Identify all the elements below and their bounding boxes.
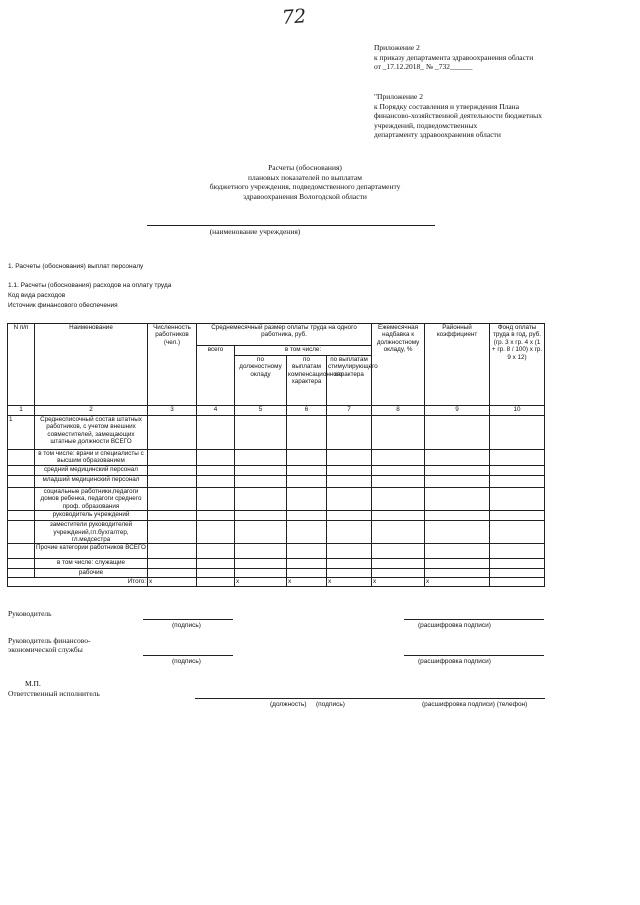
row-name: заместители руководителей учреждений,гл.бухгалтер, гл.медсестра bbox=[35, 521, 148, 544]
cell bbox=[425, 450, 490, 466]
row-number bbox=[8, 476, 35, 488]
transcript-caption: (расшифровка подписи) bbox=[418, 622, 491, 629]
signature-caption: (подпись) bbox=[172, 622, 201, 629]
cell bbox=[425, 569, 490, 578]
column-number: 3 bbox=[148, 406, 197, 416]
x-cell: x bbox=[148, 578, 197, 587]
cell bbox=[327, 416, 372, 450]
cell bbox=[372, 559, 425, 569]
transcript-line bbox=[404, 655, 544, 656]
expense-code-label: Код вида расходов bbox=[8, 292, 66, 299]
header-monthly-bonus: Ежемесячная надбавка к должностному окладу, % bbox=[372, 324, 425, 406]
column-number: 1 bbox=[8, 406, 35, 416]
row-number: 1 bbox=[8, 416, 35, 450]
cell bbox=[235, 544, 287, 559]
cell bbox=[327, 466, 372, 476]
signature-caption: (подпись) bbox=[172, 658, 201, 665]
row-name: средний медицинский персонал bbox=[35, 466, 148, 476]
cell bbox=[372, 521, 425, 544]
row-name: в том числе: служащие bbox=[35, 559, 148, 569]
cell bbox=[148, 559, 197, 569]
cell bbox=[197, 466, 235, 476]
cell bbox=[287, 488, 327, 511]
appendix-order-reference bbox=[374, 43, 584, 72]
cell bbox=[287, 569, 327, 578]
cell bbox=[490, 578, 545, 587]
header-regional: Районный коэффициент bbox=[425, 324, 490, 406]
cell bbox=[197, 544, 235, 559]
transcript-phone-caption: (расшифровка подписи) (телефон) bbox=[422, 701, 528, 708]
table-row bbox=[8, 544, 545, 559]
cell bbox=[425, 476, 490, 488]
head-label: Руководитель bbox=[8, 609, 52, 618]
cell bbox=[490, 416, 545, 450]
page-number: 72 bbox=[281, 5, 307, 29]
table-row bbox=[8, 476, 545, 488]
cell bbox=[148, 450, 197, 466]
header-staff: Численность работников (чел.) bbox=[148, 324, 197, 406]
row-name: руководитель учреждений bbox=[35, 511, 148, 521]
cell bbox=[425, 559, 490, 569]
stamp-label: М.П. bbox=[25, 679, 41, 688]
cell bbox=[197, 578, 235, 587]
row-name: в том числе: врачи и специалисты с высшим образованием bbox=[35, 450, 148, 466]
cell bbox=[148, 511, 197, 521]
title-line: здравоохранения Вологодской области bbox=[243, 191, 367, 201]
row-number bbox=[8, 544, 35, 559]
cell bbox=[327, 488, 372, 511]
header-including: в том числе: bbox=[235, 346, 372, 356]
finance-head-label bbox=[8, 636, 90, 654]
column-number: 7 bbox=[327, 406, 372, 416]
cell bbox=[235, 511, 287, 521]
appendix-line: "Приложение 2 bbox=[374, 92, 423, 101]
table-row bbox=[8, 559, 545, 569]
total-row bbox=[8, 578, 545, 587]
finance-head-line: экономической службы bbox=[8, 645, 83, 654]
x-cell: x bbox=[425, 578, 490, 587]
x-cell: x bbox=[372, 578, 425, 587]
cell bbox=[148, 544, 197, 559]
column-number-row bbox=[8, 406, 545, 416]
cell bbox=[372, 466, 425, 476]
cell bbox=[287, 521, 327, 544]
cell bbox=[197, 521, 235, 544]
transcript-caption: (расшифровка подписи) bbox=[418, 658, 491, 665]
cell bbox=[425, 416, 490, 450]
row-name: рабочие bbox=[35, 569, 148, 578]
cell bbox=[148, 521, 197, 544]
appendix-line: департаменту здравоохранения области bbox=[374, 130, 501, 139]
signature-line bbox=[143, 619, 233, 620]
x-cell: x bbox=[327, 578, 372, 587]
header-by-position: по должностному окладу bbox=[235, 356, 287, 406]
appendix-line: финансово-хозяйственной деятельности бюджетных bbox=[374, 111, 542, 120]
signature-line bbox=[143, 655, 233, 656]
transcript-line bbox=[404, 619, 544, 620]
row-number bbox=[8, 466, 35, 476]
cell bbox=[235, 521, 287, 544]
row-name: Среднесписочный состав штатных работников, с учетом внешних совместителей, замещающих штатные должности ВСЕГО bbox=[35, 416, 148, 450]
cell bbox=[197, 511, 235, 521]
cell bbox=[235, 569, 287, 578]
row-name: младший медицинский персонал bbox=[35, 476, 148, 488]
cell bbox=[235, 476, 287, 488]
cell bbox=[197, 488, 235, 511]
cell bbox=[235, 466, 287, 476]
cell bbox=[372, 416, 425, 450]
cell bbox=[372, 450, 425, 466]
row-name: социальные работники,педагоги домов ребенка, педагоги среднего проф. образования bbox=[35, 488, 148, 511]
title-line: Расчеты (обоснования) bbox=[268, 163, 342, 172]
cell bbox=[197, 416, 235, 450]
cell bbox=[235, 559, 287, 569]
document-title bbox=[180, 163, 430, 201]
x-cell: x bbox=[235, 578, 287, 587]
column-number: 6 bbox=[287, 406, 327, 416]
header-compensation: по выплатам компенсационного характера bbox=[287, 356, 327, 406]
table-row bbox=[8, 511, 545, 521]
cell bbox=[235, 416, 287, 450]
cell bbox=[287, 544, 327, 559]
cell bbox=[327, 521, 372, 544]
cell bbox=[327, 511, 372, 521]
cell bbox=[148, 416, 197, 450]
cell bbox=[197, 559, 235, 569]
cell bbox=[372, 476, 425, 488]
section-1-1-heading: 1.1. Расчеты (обоснования) расходов на оплату труда bbox=[8, 282, 172, 289]
cell bbox=[490, 450, 545, 466]
cell bbox=[197, 569, 235, 578]
cell bbox=[490, 521, 545, 544]
cell bbox=[327, 476, 372, 488]
cell bbox=[287, 559, 327, 569]
table-row bbox=[8, 416, 545, 450]
header-incentive: по выплатам стимулирующего характера bbox=[327, 356, 372, 406]
cell bbox=[148, 569, 197, 578]
column-number: 5 bbox=[235, 406, 287, 416]
institution-caption: (наименование учреждения) bbox=[209, 227, 301, 236]
cell bbox=[327, 544, 372, 559]
appendix-line: учреждений, подведомственных bbox=[374, 120, 478, 130]
appendix-procedure-reference bbox=[374, 92, 589, 140]
title-line: плановых показателей по выплатам bbox=[248, 172, 362, 182]
appendix-line: Приложение 2 bbox=[374, 43, 420, 52]
cell bbox=[372, 544, 425, 559]
cell bbox=[287, 511, 327, 521]
row-number bbox=[8, 521, 35, 544]
funding-source-label: Источник финансового обеспечения bbox=[8, 302, 118, 309]
cell bbox=[490, 488, 545, 511]
cell bbox=[327, 569, 372, 578]
cell bbox=[425, 488, 490, 511]
column-number: 8 bbox=[372, 406, 425, 416]
finance-head-line: Руководитель финансово- bbox=[8, 636, 91, 645]
column-number: 9 bbox=[425, 406, 490, 416]
table-row bbox=[8, 488, 545, 511]
position-caption: (должность) bbox=[270, 701, 307, 708]
cell bbox=[148, 466, 197, 476]
appendix-line: к Порядку составления и утверждения Плана bbox=[374, 101, 520, 111]
row-number bbox=[8, 569, 35, 578]
cell bbox=[490, 476, 545, 488]
row-number bbox=[8, 488, 35, 511]
cell bbox=[148, 488, 197, 511]
row-number bbox=[8, 511, 35, 521]
appendix-line: от _17.12.2018_ № _732______ bbox=[374, 62, 473, 71]
title-line: бюджетного учреждения, подведомственного департаменту bbox=[209, 182, 401, 191]
total-label: Итого: bbox=[8, 578, 148, 587]
cell bbox=[197, 476, 235, 488]
cell bbox=[327, 559, 372, 569]
executor-line bbox=[195, 698, 545, 699]
cell bbox=[425, 521, 490, 544]
cell bbox=[490, 466, 545, 476]
row-number bbox=[8, 559, 35, 569]
cell bbox=[490, 511, 545, 521]
section-1-heading: 1. Расчеты (обоснования) выплат персоналу bbox=[8, 263, 144, 270]
x-cell: x bbox=[287, 578, 327, 587]
cell bbox=[372, 569, 425, 578]
cell bbox=[287, 476, 327, 488]
header-num: N п/п bbox=[8, 324, 35, 406]
cell bbox=[327, 450, 372, 466]
header-fund: Фонд оплаты труда в год, руб. (гр. 3 х гр. 4 х (1 + гр. 8 / 100) х гр. 9 х 12) bbox=[490, 324, 545, 406]
header-name: Наименование bbox=[35, 324, 148, 406]
row-name: Прочие категории работников ВСЕГО bbox=[35, 544, 148, 559]
cell bbox=[287, 450, 327, 466]
cell bbox=[235, 488, 287, 511]
table-row bbox=[8, 521, 545, 544]
cell bbox=[372, 488, 425, 511]
cell bbox=[425, 511, 490, 521]
table-row bbox=[8, 450, 545, 466]
salary-calculation-table bbox=[7, 323, 545, 587]
row-number bbox=[8, 450, 35, 466]
header-total: всего bbox=[197, 346, 235, 406]
cell bbox=[490, 569, 545, 578]
cell bbox=[287, 416, 327, 450]
cell bbox=[490, 544, 545, 559]
signature-caption: (подпись) bbox=[316, 701, 345, 708]
cell bbox=[425, 466, 490, 476]
cell bbox=[490, 559, 545, 569]
cell bbox=[148, 476, 197, 488]
cell bbox=[287, 466, 327, 476]
executor-label: Ответственный исполнитель bbox=[8, 689, 100, 698]
cell bbox=[235, 450, 287, 466]
column-number: 4 bbox=[197, 406, 235, 416]
cell bbox=[197, 450, 235, 466]
table-row bbox=[8, 466, 545, 476]
institution-line bbox=[147, 225, 435, 226]
cell bbox=[425, 544, 490, 559]
column-number: 10 bbox=[490, 406, 545, 416]
cell bbox=[372, 511, 425, 521]
appendix-line: к приказу департамента здравоохранения области bbox=[374, 52, 534, 62]
header-avg-salary: Среднемесячный размер оплаты труда на одного работника, руб. bbox=[197, 324, 372, 346]
table-row bbox=[8, 569, 545, 578]
column-number: 2 bbox=[35, 406, 148, 416]
